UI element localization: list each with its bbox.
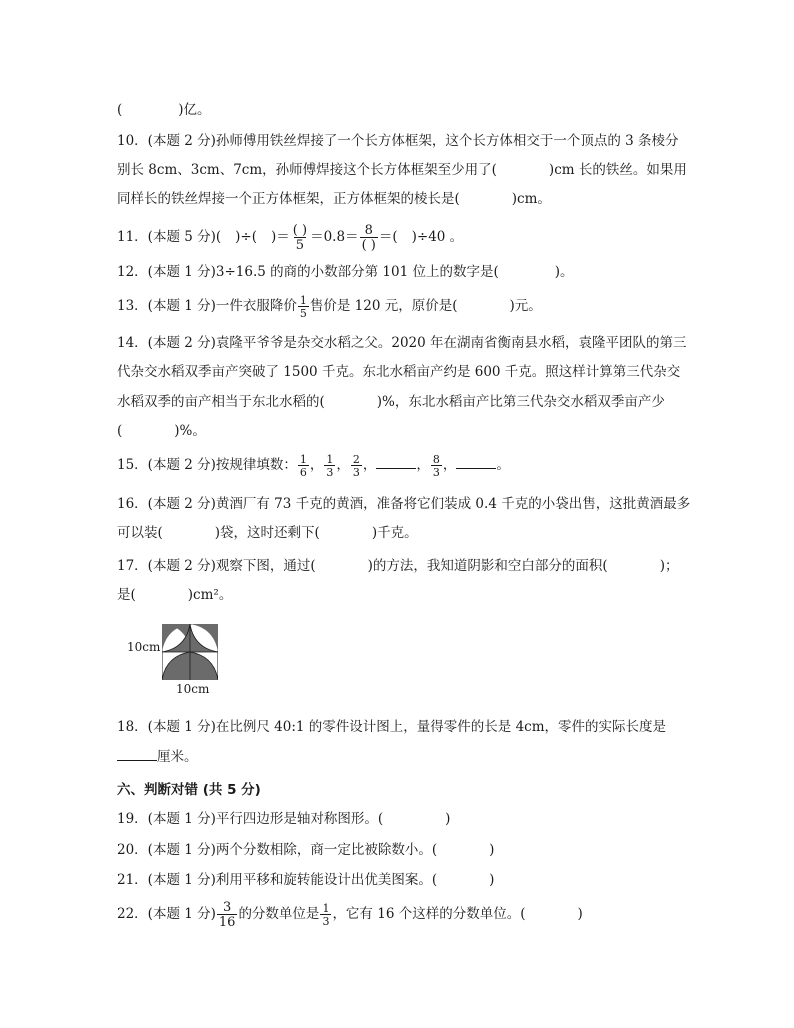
fraction: $\frac{1}{3}$ <box>326 452 334 479</box>
q16-line2: 可以装( )袋，这时还剩下( )千克。 <box>117 525 418 541</box>
q10-line1: 10．(本题 2 分)孙师傅用铁丝焊接了一个长方体框架，这个长方体相交于一个顶点的 3 条棱分 <box>117 133 679 149</box>
answer-underline[interactable] <box>117 748 157 761</box>
q14-line4: ( )%。 <box>117 423 206 439</box>
q10-line2: 别长 8cm、3cm、7cm，孙师傅焊接这个长方体框架至少用了( )cm 长的铁丝。如果用 <box>117 162 687 178</box>
section-heading: 六、判断对错 (共 5 分) <box>117 782 261 798</box>
q18-line2: 厘米。 <box>117 747 198 767</box>
q17-line2: 是( )cm²。 <box>117 587 233 603</box>
q12: 12．(本题 1 分)3÷16.5 的商的小数部分第 101 位上的数字是( )。 <box>117 264 574 280</box>
q14-line2: 代杂交水稻双季亩产突破了 1500 千克。东北水稻亩产约是 600 千克。照这样计算第三代杂交 <box>117 364 681 380</box>
fraction: $\frac{( )}{5}$ <box>292 222 308 253</box>
fraction: $\frac{3}{16}$ <box>218 899 236 930</box>
figure-side-label: 10cm <box>127 640 161 654</box>
q11: 11．(本题 5 分)( )÷( )＝ $\frac{( )}{5}$ ＝0.8＝ $\frac{8}{( )}$ ＝( )÷40 。 <box>117 222 464 253</box>
q18-line1: 18．(本题 1 分)在比例尺 40:1 的零件设计图上，量得零件的长是 4cm，零件的实际长度是 <box>117 719 667 735</box>
q17-line1: 17．(本题 2 分)观察下图，通过( )的方法，我知道阴影和空白部分的面积( )； <box>117 558 679 574</box>
answer-underline[interactable] <box>456 456 496 469</box>
q14-line1: 14．(本题 2 分)袁隆平爷爷是杂交水稻之父。2020 年在湖南省衡南县水稻，袁隆平团队的第三 <box>117 335 687 351</box>
q10-line3: 同样长的铁丝焊接一个正方体框架，正方体框架的棱长是( )cm。 <box>117 191 551 207</box>
q20: 20．(本题 1 分)两个分数相除，商一定比被除数小。( ) <box>117 842 495 858</box>
fraction: $\frac{8}{3}$ <box>432 452 440 479</box>
shaded-square-figure <box>162 624 218 680</box>
answer-underline[interactable] <box>376 456 416 469</box>
q13: 13．(本题 1 分)一件衣服降价 $\frac{1}{5}$ 售价是 120 元，原价是( )元。 <box>117 293 542 320</box>
fraction: $\frac{1}{5}$ <box>299 293 307 320</box>
fraction: $\frac{1}{6}$ <box>299 452 307 479</box>
q21: 21．(本题 1 分)利用平移和旋转能设计出优美图案。( ) <box>117 872 495 888</box>
q19: 19．(本题 1 分)平行四边形是轴对称图形。( ) <box>117 811 451 827</box>
q22: 22．(本题 1 分) $\frac{3}{16}$ 的分数单位是 $\frac{1}{3}$ ，它有 16 个这样的分数单位。( ) <box>117 899 583 930</box>
q14-line3: 水稻双季的亩产相当于东北水稻的( )%，东北水稻亩产比第三代杂交水稻双季亩产少 <box>117 394 665 410</box>
q16-line1: 16．(本题 2 分)黄酒厂有 73 千克的黄酒，准备将它们装成 0.4 千克的小袋出售，这批黄酒最多 <box>117 496 691 512</box>
figure-bottom-label: 10cm <box>176 682 210 696</box>
q9-tail: ( )亿。 <box>117 102 211 118</box>
q15: 15．(本题 2 分)按规律填数： $\frac{1}{6}$ ， $\frac{1}{3}$ ， $\frac{2}{3}$ ， ， $\frac{8}{3}$ ， 。 <box>117 452 510 479</box>
fraction: $\frac{1}{3}$ <box>322 901 330 928</box>
fraction: $\frac{8}{( )}$ <box>361 222 376 253</box>
fraction: $\frac{2}{3}$ <box>352 452 360 479</box>
